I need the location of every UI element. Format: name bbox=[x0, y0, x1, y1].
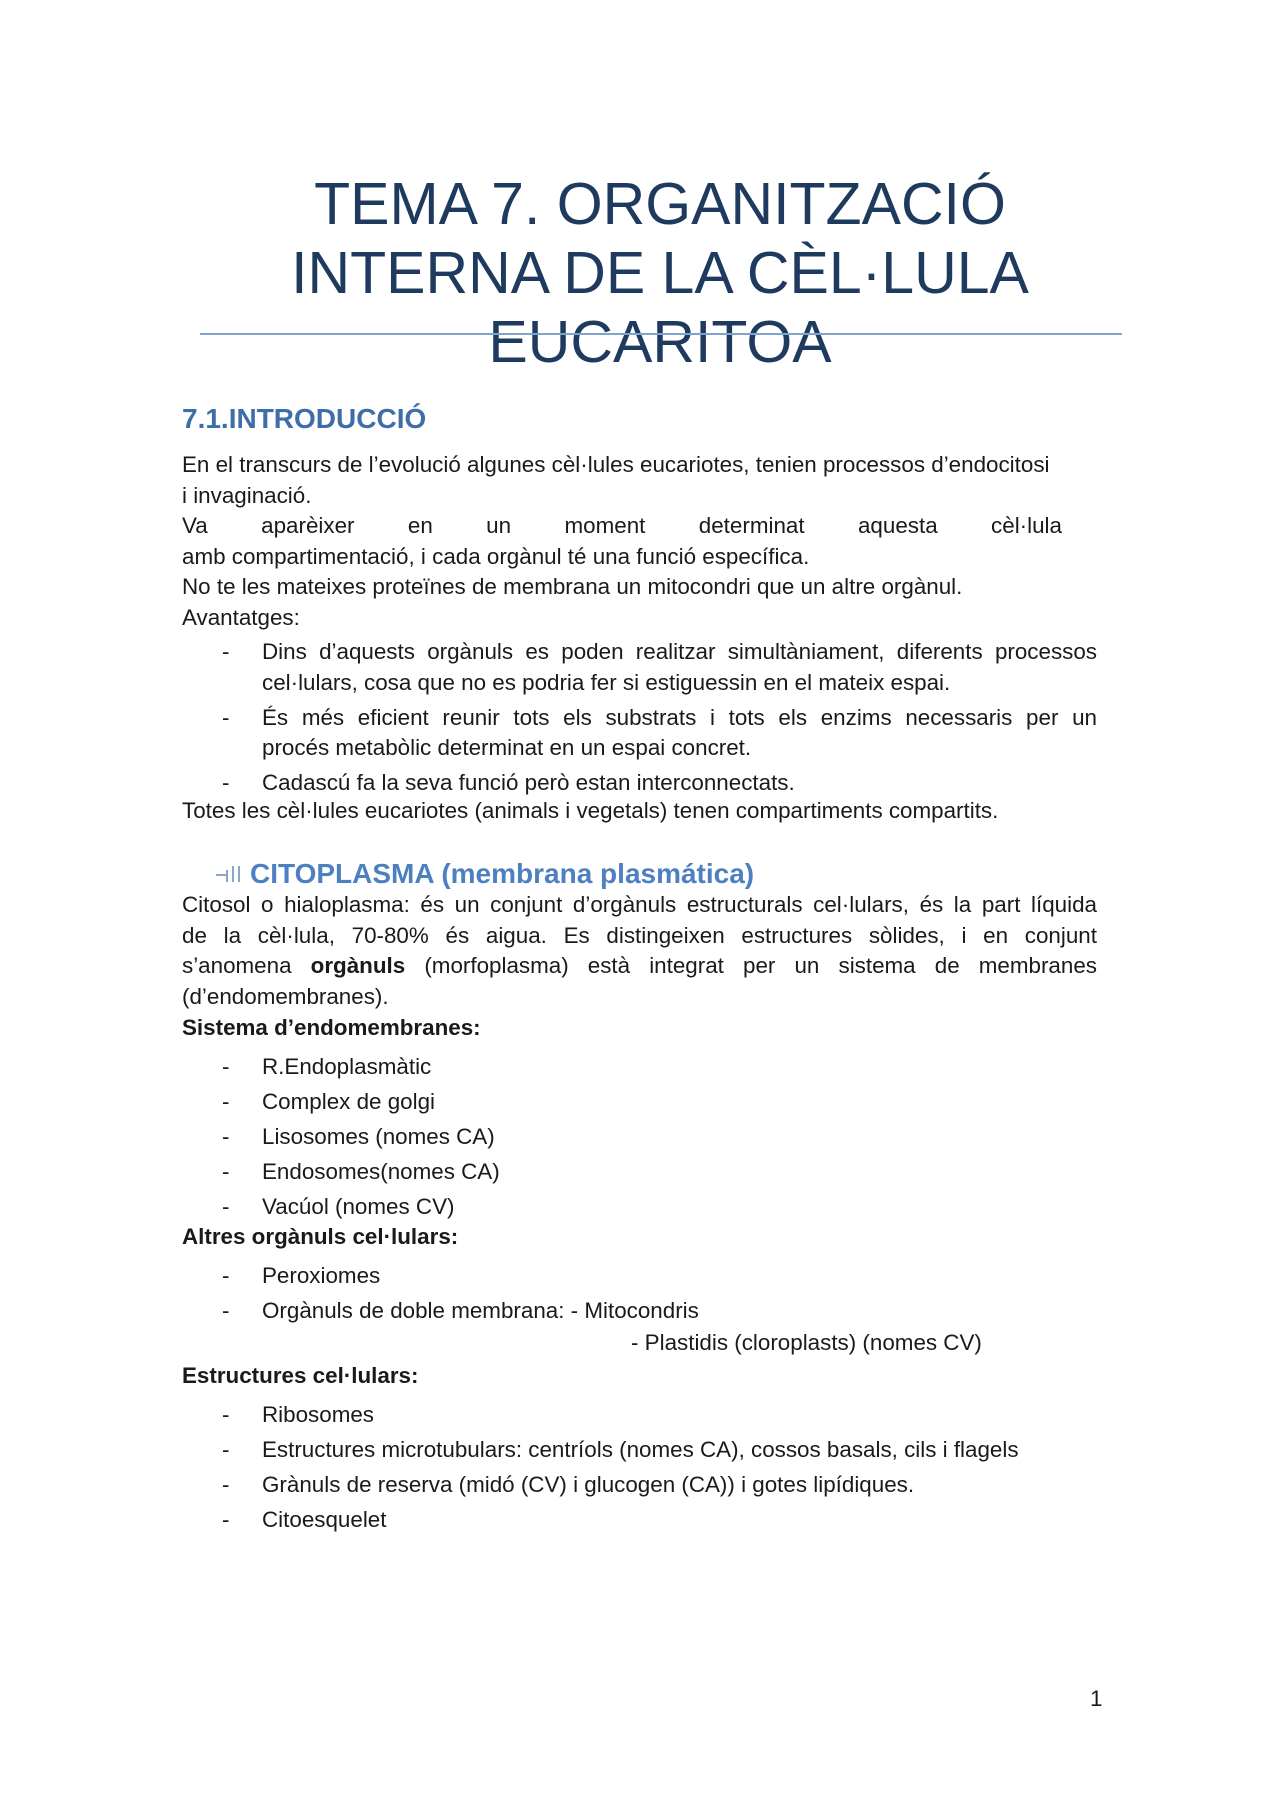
item-text: Orgànuls de doble membrana: - Mitocondris bbox=[262, 1298, 699, 1323]
text-line bbox=[182, 951, 1097, 982]
list-item bbox=[182, 637, 1097, 698]
item-text: Vacúol (nomes CV) bbox=[262, 1194, 455, 1219]
text-line: Cadascú fa la seva funció però estan interconnectats. bbox=[262, 770, 795, 795]
section-heading-citoplasma bbox=[216, 858, 754, 890]
heading-text: CITOPLASMA (membrana plasmática) bbox=[250, 858, 755, 889]
list-marker: - bbox=[222, 1298, 230, 1323]
text-line: Va aparèixer en un moment determinat aquesta cèl·lula bbox=[182, 513, 1062, 538]
list-item bbox=[182, 1502, 1097, 1537]
list-item bbox=[182, 1467, 1097, 1502]
list-item bbox=[182, 1049, 1097, 1084]
item-text: Estructures microtubulars: centríols (nomes CA), cossos basals, cils i flagels bbox=[262, 1437, 1019, 1462]
list-item bbox=[182, 1397, 1097, 1432]
item-text: Lisosomes (nomes CA) bbox=[262, 1124, 495, 1149]
list-item bbox=[182, 703, 1097, 764]
text-line: amb compartimentació, i cada orgànul té una funció específica. bbox=[182, 543, 810, 569]
structures-list bbox=[182, 1397, 1097, 1537]
document-title bbox=[200, 170, 1120, 377]
list-marker: - bbox=[222, 1263, 230, 1288]
drag-handle-icon bbox=[216, 862, 248, 884]
page-number: 1 bbox=[1090, 1686, 1103, 1711]
endomembranes-list bbox=[182, 1049, 1097, 1224]
other-organelles-list bbox=[182, 1258, 1097, 1328]
title-underline bbox=[200, 333, 1122, 335]
text-line: És més eficient reunir tots els substrats i tots els enzims necessaris per un bbox=[262, 704, 1097, 730]
list-item bbox=[182, 1293, 1097, 1328]
text-line: de la cèl·lula, 70-80% és aigua. Es distingeixen estructures sòlides, i en conjunt bbox=[182, 922, 1097, 948]
list-marker: - bbox=[222, 1402, 230, 1427]
item-text: Ribosomes bbox=[262, 1402, 374, 1427]
list-item bbox=[182, 1258, 1097, 1293]
item-text: Peroxiomes bbox=[262, 1263, 381, 1288]
list-item bbox=[182, 1119, 1097, 1154]
text-line: Dins d’aquests orgànuls es poden realitzar simultàniament, diferents processos bbox=[262, 639, 1097, 664]
bold-term: orgànuls bbox=[310, 953, 406, 978]
text-line: (d’endomembranes). bbox=[182, 983, 389, 1009]
list-item bbox=[182, 1084, 1097, 1119]
text-line: Citosol o hialoplasma: és un conjunt d’orgànuls estructurals cel·lulars, és la part líquida bbox=[182, 892, 1097, 917]
title-line: TEMA 7. ORGANITZACIÓ bbox=[314, 170, 1006, 237]
list-marker: - bbox=[222, 1194, 230, 1219]
item-text: Citoesquelet bbox=[262, 1507, 387, 1532]
list-item bbox=[182, 768, 1097, 799]
text-fragment: s’anomena bbox=[182, 953, 311, 978]
avantatges-label: Avantatges: bbox=[182, 605, 300, 630]
text-fragment: (morfoplasma) està integrat per un sistema de membranes bbox=[405, 953, 1097, 978]
list-marker: - bbox=[222, 1054, 230, 1079]
list-marker: - bbox=[222, 770, 230, 795]
list-marker: - bbox=[222, 1507, 230, 1532]
item-text: Grànuls de reserva (midó (CV) i glucogen (CA)) i gotes lipídiques. bbox=[262, 1472, 915, 1497]
other-organelles-heading: Altres orgànuls cel·lulars: bbox=[182, 1224, 459, 1249]
item-text: Complex de golgi bbox=[262, 1089, 436, 1114]
list-marker: - bbox=[222, 639, 230, 664]
text-line: procés metabòlic determinat en un espai concret. bbox=[262, 735, 752, 760]
item-text: Endosomes(nomes CA) bbox=[262, 1159, 500, 1184]
text-line: i invaginació. bbox=[182, 482, 312, 508]
list-marker: - bbox=[222, 1159, 230, 1184]
item-text: R.Endoplasmàtic bbox=[262, 1054, 432, 1079]
list-item bbox=[182, 1432, 1097, 1467]
section-heading-introduccio: 7.1.INTRODUCCIÓ bbox=[182, 403, 427, 434]
text-line: cel·lulars, cosa que no es podria fer si estiguessin en el mateix espai. bbox=[262, 669, 951, 695]
list-marker: - bbox=[222, 704, 230, 730]
structures-heading: Estructures cel·lulars: bbox=[182, 1363, 419, 1388]
other-organelles-continuation: - Plastidis (cloroplasts) (nomes CV) bbox=[631, 1330, 982, 1355]
list-marker: - bbox=[222, 1437, 230, 1462]
text-line: En el transcurs de l’evolució algunes cèl·lules eucariotes, tenien processos d’endocitosi bbox=[182, 452, 1050, 477]
advantages-list bbox=[182, 637, 1097, 803]
title-line: EUCARITOA bbox=[488, 308, 832, 375]
list-item bbox=[182, 1154, 1097, 1189]
list-item bbox=[182, 1189, 1097, 1224]
intro-paragraph-2 bbox=[182, 511, 1097, 572]
endomembranes-heading: Sistema d’endomembranes: bbox=[182, 1015, 481, 1040]
list-marker: - bbox=[222, 1472, 230, 1497]
intro-paragraph-3: No te les mateixes proteïnes de membrana un mitocondri que un altre orgànul. bbox=[182, 574, 963, 599]
list-marker: - bbox=[222, 1089, 230, 1114]
list-marker: - bbox=[222, 1124, 230, 1149]
intro-paragraph-1 bbox=[182, 450, 1097, 511]
intro-paragraph-5: Totes les cèl·lules eucariotes (animals i vegetals) tenen compartiments compartits. bbox=[182, 798, 999, 823]
citoplasma-paragraph bbox=[182, 890, 1097, 1012]
title-line: INTERNA DE LA CÈL·LULA bbox=[291, 239, 1029, 306]
